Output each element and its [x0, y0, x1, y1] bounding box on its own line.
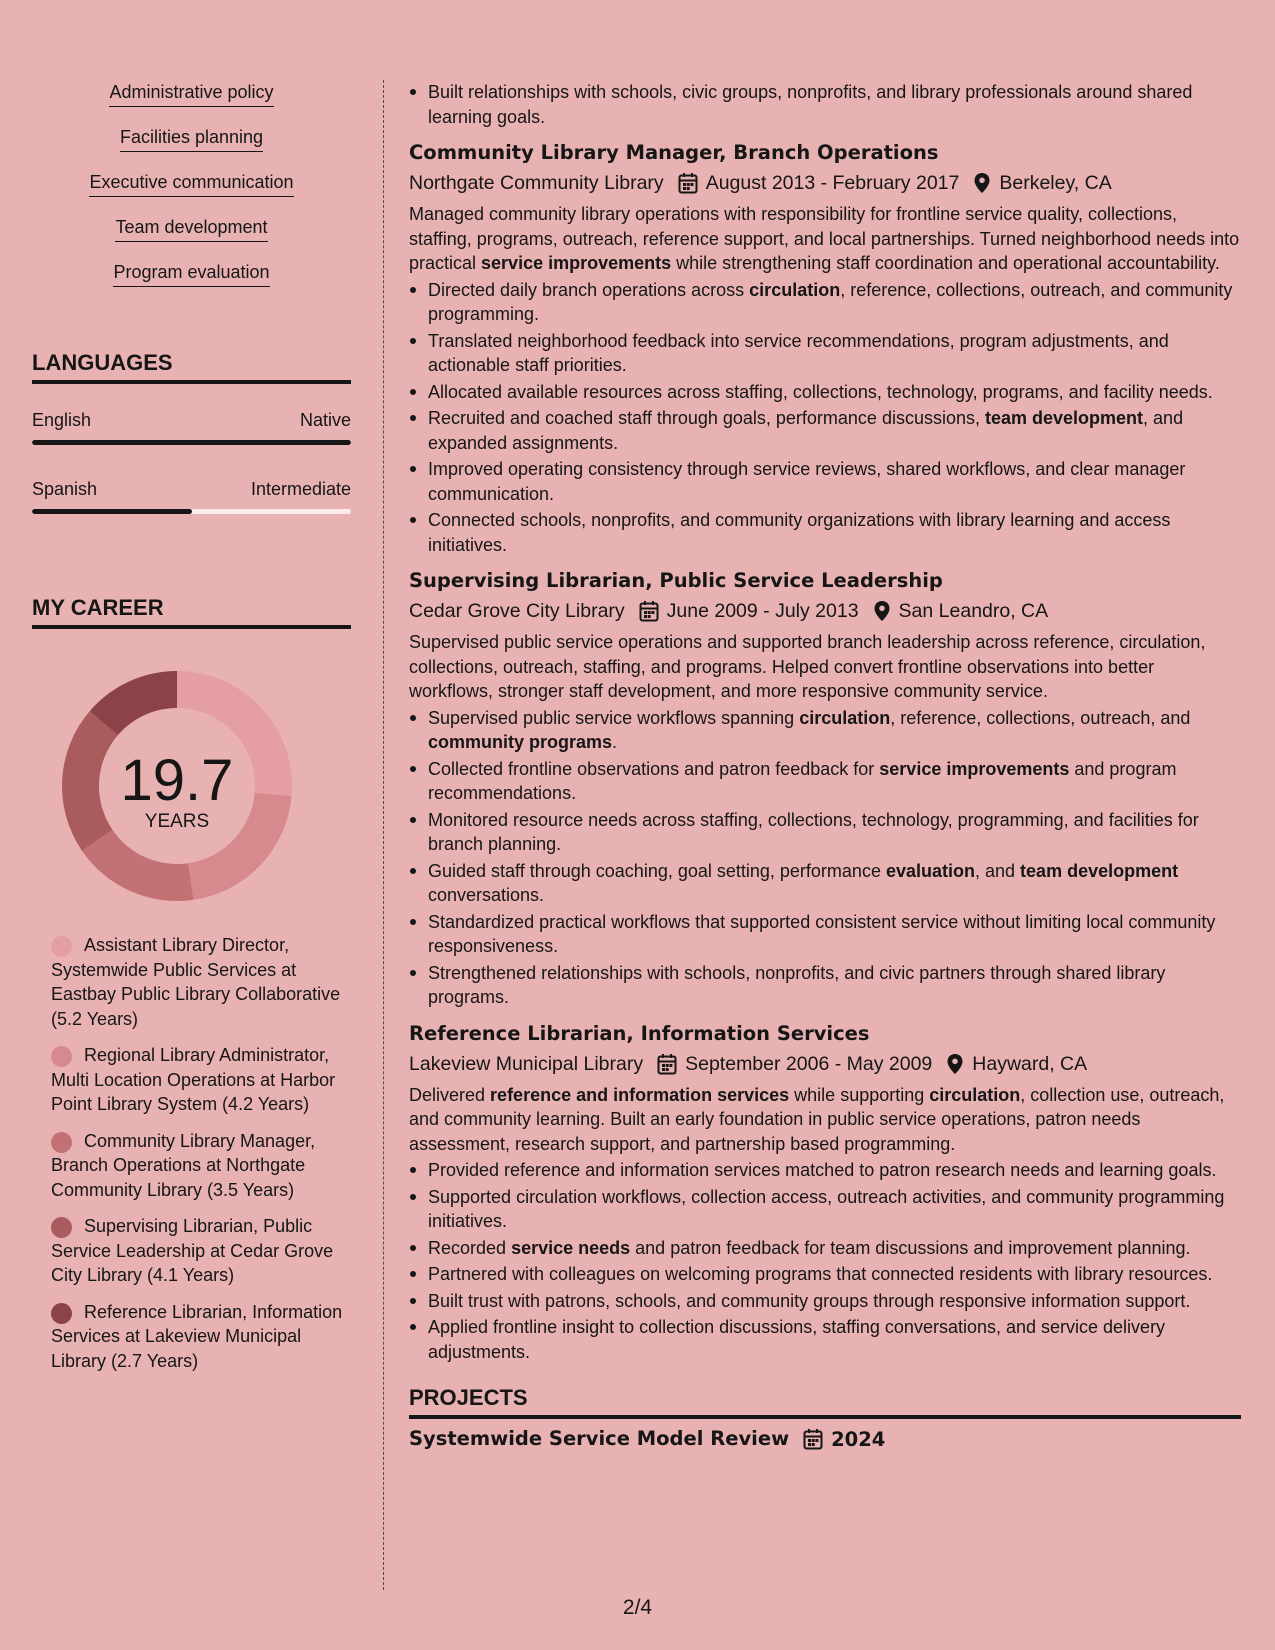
job-entry: [409, 567, 1241, 1010]
language-level-bar: [32, 440, 351, 445]
skill-item: Facilities planning: [120, 125, 263, 152]
languages-title: LANGUAGES: [32, 349, 351, 384]
bullet-item: Partnered with colleagues on welcoming programs that connected residents with library resources.: [409, 1262, 1241, 1287]
job-location: Hayward, CA: [972, 1052, 1088, 1075]
job-entry: [409, 1020, 1241, 1365]
experience-list: [409, 139, 1241, 1364]
bullet-item: Directed daily branch operations across circulation, reference, collections, outreach, and community programming.: [409, 278, 1241, 327]
bullet-item: Built trust with patrons, schools, and community groups through responsive information support.: [409, 1289, 1241, 1314]
bullet-item: Collected frontline observations and patron feedback for service improvements and program recommendations.: [409, 757, 1241, 806]
job-bullets: [409, 706, 1241, 1010]
map-pin-icon: [973, 172, 991, 194]
language-level: Intermediate: [250, 479, 351, 499]
job-bullets: [409, 278, 1241, 558]
skill-item: Executive communication: [89, 170, 293, 197]
project-year: 2024: [831, 1427, 886, 1451]
bullet-item: Recruited and coached staff through goals, performance discussions, team development, and expanded assignments.: [409, 406, 1241, 455]
skill-item: Administrative policy: [109, 80, 273, 107]
career-legend-label: Assistant Library Director, Systemwide Public Services at Eastbay Public Library Collaborative (5.2 Years): [51, 935, 341, 1029]
bullet-item: Allocated available resources across staffing, collections, technology, programs, and facility needs.: [409, 380, 1241, 405]
calendar-icon: [803, 1428, 823, 1450]
job-location: Berkeley, CA: [999, 172, 1112, 194]
job-meta: [409, 598, 1241, 624]
map-pin-icon: [873, 600, 891, 622]
bullet-item: Provided reference and information services matched to patron research needs and learning goals.: [409, 1158, 1241, 1183]
job-dates: June 2009 - July 2013: [666, 600, 859, 622]
career-legend-item: [51, 933, 351, 1031]
continued-bullets: [409, 80, 1241, 129]
calendar-icon: [639, 600, 659, 622]
bullet-item: Recorded service needs and patron feedback for team discussions and improvement planning.: [409, 1236, 1241, 1261]
job-summary: Supervised public service operations and supported branch leadership across reference, circulation, collections, outreach, staffing, and programs. Helped convert frontline observations into better workflows, stronger staff development, and more responsive community service.: [409, 632, 1206, 701]
language-name: English: [32, 410, 92, 430]
language-item: [32, 477, 351, 514]
career-legend-label: Reference Librarian, Information Services at Lakeview Municipal Library (2.7 Years): [51, 1301, 343, 1371]
languages-section: [32, 349, 351, 514]
language-item: [32, 408, 351, 445]
language-level-bar: [32, 509, 351, 514]
calendar-icon: [657, 1053, 677, 1075]
job-location: San Leandro, CA: [898, 600, 1049, 622]
bullet-item: Monitored resource needs across staffing, collections, technology, programming, and facilities for branch planning.: [409, 808, 1241, 857]
bullet-item: Standardized practical workflows that supported consistent service without limiting local community responsiveness.: [409, 910, 1241, 959]
bullet-item: Supported circulation workflows, collection access, outreach activities, and community programming initiatives.: [409, 1185, 1241, 1234]
bullet-item: Supervised public service workflows spanning circulation, reference, collections, outreach, and community programs.: [409, 706, 1241, 755]
career-legend-label: Community Library Manager, Branch Operations at Northgate Community Library (3.5 Years): [51, 1130, 316, 1200]
job-bullets: [409, 1158, 1241, 1364]
legend-swatch: [51, 1132, 72, 1153]
bullet-item: Improved operating consistency through service reviews, shared workflows, and clear manager communication.: [409, 457, 1241, 506]
career-unit: YEARS: [144, 811, 210, 832]
language-level: Native: [299, 410, 351, 430]
skill-item: Program evaluation: [113, 260, 269, 287]
job-summary: Managed community library operations with responsibility for frontline service quality, collections, staffing, programs, outreach, reference support, and local partnerships. Turned neighborhood needs into practical service improvements while strengthening staff coordination and operational accountability.: [409, 204, 1240, 273]
skill-item: Team development: [115, 215, 267, 242]
map-pin-icon: [946, 1053, 964, 1075]
career-legend-label: Supervising Librarian, Public Service Leadership at Cedar Grove City Library (4.1 Years): [51, 1216, 334, 1285]
bullet-item: Applied frontline insight to collection discussions, staffing conversations, and service delivery adjustments.: [409, 1315, 1241, 1364]
skills-list: [32, 80, 351, 305]
career-total: 19.7: [120, 748, 234, 813]
calendar-icon: [678, 172, 698, 194]
career-legend-label: Regional Library Administrator, Multi Location Operations at Harbor Point Library System (4.2 Years): [51, 1045, 336, 1114]
projects-title: PROJECTS: [409, 1384, 1241, 1419]
career-legend-item: [51, 1129, 351, 1203]
job-title: Reference Librarian, Information Services: [409, 1021, 870, 1045]
sidebar: [32, 80, 351, 1385]
bullet-item: Connected schools, nonprofits, and community organizations with library learning and access initiatives.: [409, 508, 1241, 557]
career-title: MY CAREER: [32, 594, 351, 629]
career-legend: [32, 933, 351, 1373]
column-divider: [383, 80, 384, 1590]
bullet-item: Built relationships with schools, civic groups, nonprofits, and library professionals around shared learning goals.: [409, 80, 1241, 129]
career-section: [32, 594, 351, 1373]
projects-section: [409, 1384, 1241, 1453]
legend-swatch: [51, 1303, 72, 1324]
job-dates: August 2013 - February 2017: [705, 172, 960, 194]
career-legend-item: [51, 1300, 351, 1374]
job-meta: [409, 1051, 1241, 1077]
job-organization: Cedar Grove City Library: [409, 600, 625, 622]
job-dates: September 2006 - May 2009: [685, 1052, 933, 1075]
job-organization: Lakeview Municipal Library: [409, 1052, 644, 1075]
job-meta: [409, 170, 1241, 196]
job-organization: Northgate Community Library: [409, 172, 664, 194]
project-item: [409, 1425, 1241, 1453]
bullet-item: Translated neighborhood feedback into service recommendations, program adjustments, and actionable staff priorities.: [409, 329, 1241, 378]
job-title: Supervising Librarian, Public Service Leadership: [409, 569, 943, 592]
legend-swatch: [51, 936, 72, 957]
bullet-item: Strengthened relationships with schools, nonprofits, and civic partners through shared library programs.: [409, 961, 1241, 1010]
main-column: [409, 80, 1241, 1453]
legend-swatch: [51, 1217, 72, 1238]
job-entry: [409, 139, 1241, 557]
job-title: Community Library Manager, Branch Operations: [409, 141, 939, 164]
career-donut-chart: [62, 671, 292, 901]
job-summary: Delivered reference and information services while supporting circulation, collection use, outreach, and community learning. Built an early foundation in public service operations, patron needs assessment, research support, and partnership based programming.: [409, 1084, 1225, 1154]
bullet-item: Guided staff through coaching, goal setting, performance evaluation, and team development conversations.: [409, 859, 1241, 908]
project-title: Systemwide Service Model Review: [409, 1427, 790, 1450]
career-legend-item: [51, 1043, 351, 1117]
career-legend-item: [51, 1214, 351, 1288]
page-number: 2/4: [622, 1596, 653, 1619]
language-name: Spanish: [32, 479, 98, 499]
legend-swatch: [51, 1046, 72, 1067]
